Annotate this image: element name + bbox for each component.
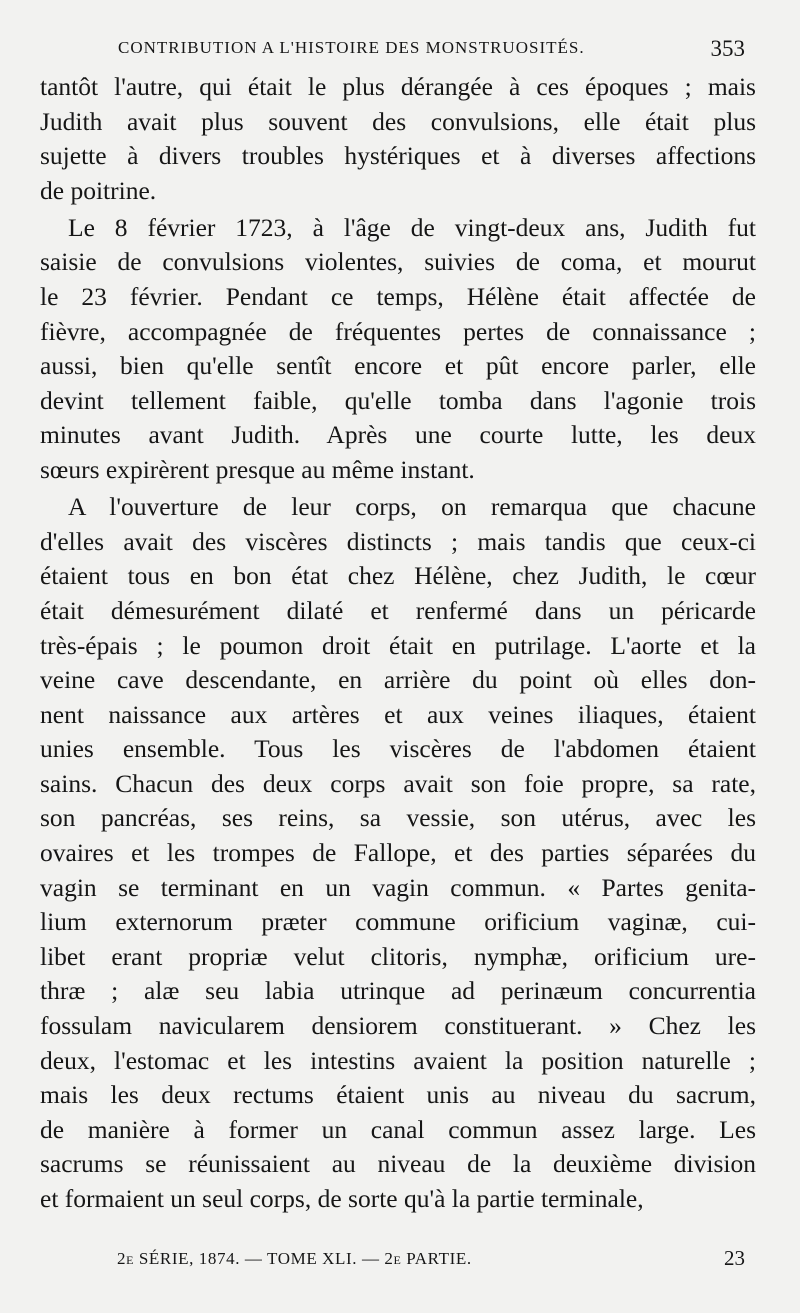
text-line: lium externorum præter commune orificium vaginæ, cui- [40,907,756,937]
text-line: mais les deux rectums étaient unis au niveau du sacrum, [40,1080,756,1110]
text-line: unies ensemble. Tous les viscères de l'abdomen étaient [40,734,756,764]
text-line: sœurs expirèrent presque au même instant. [40,455,475,485]
signature-mark: 23 [724,1246,745,1270]
text-line: son pancréas, ses reins, sa vessie, son utérus, avec les [40,803,756,833]
body-text [40,70,756,1217]
text-line: thræ ; alæ seu labia utrinque ad perinæum concurrentia [40,976,756,1006]
text-line: vagin se terminant en un vagin commun. « Partes genita- [40,872,756,902]
running-head-title: CONTRIBUTION A L'HISTOIRE DES MONSTRUOSITÉS. [118,38,585,57]
text-line: sacrums se réunissaient au niveau de la deuxième division [40,1149,756,1179]
text-line: d'elles avait des viscères distincts ; mais tandis que ceux-ci [40,526,756,556]
paragraph [40,211,756,488]
text-line: A l'ouverture de leur corps, on remarqua que chacune [68,492,756,522]
text-line: deux, l'estomac et les intestins avaient la position naturelle ; [40,1045,756,1075]
running-head [40,36,745,66]
text-line: sujette à divers troubles hystériques et à diverses affections [40,141,756,171]
text-line: sains. Chacun des deux corps avait son foie propre, sa rate, [40,768,756,798]
paragraph [40,490,756,1216]
text-line: libet erant propriæ velut clitoris, nymphæ, orificium ure- [40,941,756,971]
text-line: et formaient un seul corps, de sorte qu'à la partie terminale, [40,1184,644,1213]
text-line: Le 8 février 1723, à l'âge de vingt-deux ans, Judith fut [68,212,756,242]
text-line: Judith avait plus souvent des convulsions, elle était plus [40,106,756,136]
text-line: fièvre, accompagnée de fréquentes pertes de connaissance ; [40,316,756,346]
text-line: nent naissance aux artères et aux veines iliaques, étaient [40,699,756,729]
text-line: tantôt l'autre, qui était le plus dérangée à ces époques ; mais [40,72,756,101]
text-line: veine cave descendante, en arrière du point où elles don- [40,665,756,695]
text-line: aussi, bien qu'elle sentît encore et pût encore parler, elle [40,351,756,381]
text-line: saisie de convulsions violentes, suivies de coma, et mourut [40,247,756,277]
footer-series-info: 2e SÉRIE, 1874. — TOME XLI. — 2e PARTIE. [117,1249,472,1268]
page-footer [40,1246,745,1276]
paragraph [40,70,756,208]
page-number: 353 [710,36,745,61]
text-line: minutes avant Judith. Après une courte lutte, les deux [40,420,756,450]
text-line: étaient tous en bon état chez Hélène, chez Judith, le cœur [40,561,756,591]
text-line: devint tellement faible, qu'elle tomba dans l'agonie trois [40,385,756,415]
text-line: de manière à former un canal commun assez large. Les [40,1114,756,1144]
text-line: était démesurément dilaté et renfermé dans un péricarde [40,595,756,625]
text-line: le 23 février. Pendant ce temps, Hélène était affectée de [40,282,756,312]
text-line: fossulam navicularem densiorem constituerant. » Chez les [40,1011,756,1041]
text-line: de poitrine. [40,175,157,205]
text-line: ovaires et les trompes de Fallope, et des parties séparées du [40,838,756,868]
text-line: très-épais ; le poumon droit était en putrilage. L'aorte et la [40,630,756,660]
